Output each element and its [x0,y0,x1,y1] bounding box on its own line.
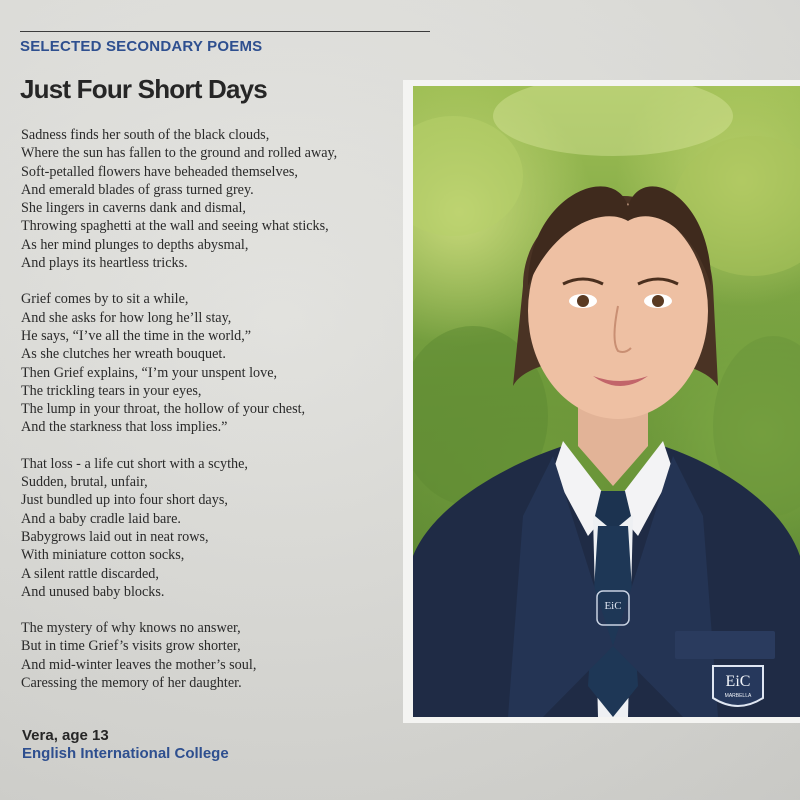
poem-line: The lump in your throat, the hollow of your chest, [21,401,306,418]
poem-line: And mid-winter leaves the mother’s soul, [21,656,257,673]
poem-line: Grief comes by to sit a while, [21,291,189,308]
poem-line: The trickling tears in your eyes, [21,382,202,399]
poem-line: The mystery of why knows no answer, [21,620,241,637]
poem-line: Soft-petalled flowers have beheaded themselves, [21,163,298,180]
poem-line: And emerald blades of grass turned grey. [21,181,254,198]
poem-line: As her mind plunges to depths abysmal, [21,236,249,253]
section-rule [20,31,430,32]
pocket-badge-sub: MARBELLA [724,693,752,699]
poem-line: Sadness finds her south of the black clouds, [21,127,270,143]
tie-badge: EiC [604,600,622,612]
poem-line: Just bundled up into four short days, [21,492,228,509]
poem-line: A silent rattle discarded, [21,565,159,582]
poem-line: That loss - a life cut short with a scythe, [21,455,248,472]
poem-title: Just Four Short Days [20,74,267,104]
poem-line: And plays its heartless tricks. [21,255,188,272]
photo-frame [403,80,800,723]
portrait-illustration [413,86,800,717]
section-label: SELECTED SECONDARY POEMS [20,38,263,55]
poem-line: But in time Grief’s visits grow shorter, [21,638,241,655]
stanza-1 [21,126,411,272]
poem-line: And she asks for how long he’ll stay, [21,309,232,326]
poem-line: He says, “I’ve all the time in the world,” [21,327,252,344]
stanza-2 [21,290,411,436]
author-name: Vera, age 13 [22,727,109,744]
poem-line: As she clutches her wreath bouquet. [21,346,226,363]
author-school: English International College [22,745,229,762]
poem-line: Sudden, brutal, unfair, [21,474,148,491]
poem-line: And a baby cradle laid bare. [21,510,181,527]
poem-line: Where the sun has fallen to the ground and rolled away, [21,145,338,162]
stanza-3 [21,455,411,601]
poem-line: Caressing the memory of her daughter. [21,675,242,692]
poem-body [21,126,411,710]
stanza-4 [21,619,411,692]
poem-line: And unused baby blocks. [21,583,165,600]
poem-line: Throwing spaghetti at the wall and seeing what sticks, [21,218,329,235]
poem-line: With miniature cotton socks, [21,547,185,564]
poem-line: Then Grief explains, “I’m your unspent love, [21,364,278,381]
poem-line: And the starkness that loss implies.” [21,419,228,436]
student-portrait-photo [413,86,800,717]
poem-line: She lingers in caverns dank and dismal, [21,200,246,217]
pocket-badge: EiC [725,673,751,690]
poem-line: Babygrows laid out in neat rows, [21,528,209,545]
